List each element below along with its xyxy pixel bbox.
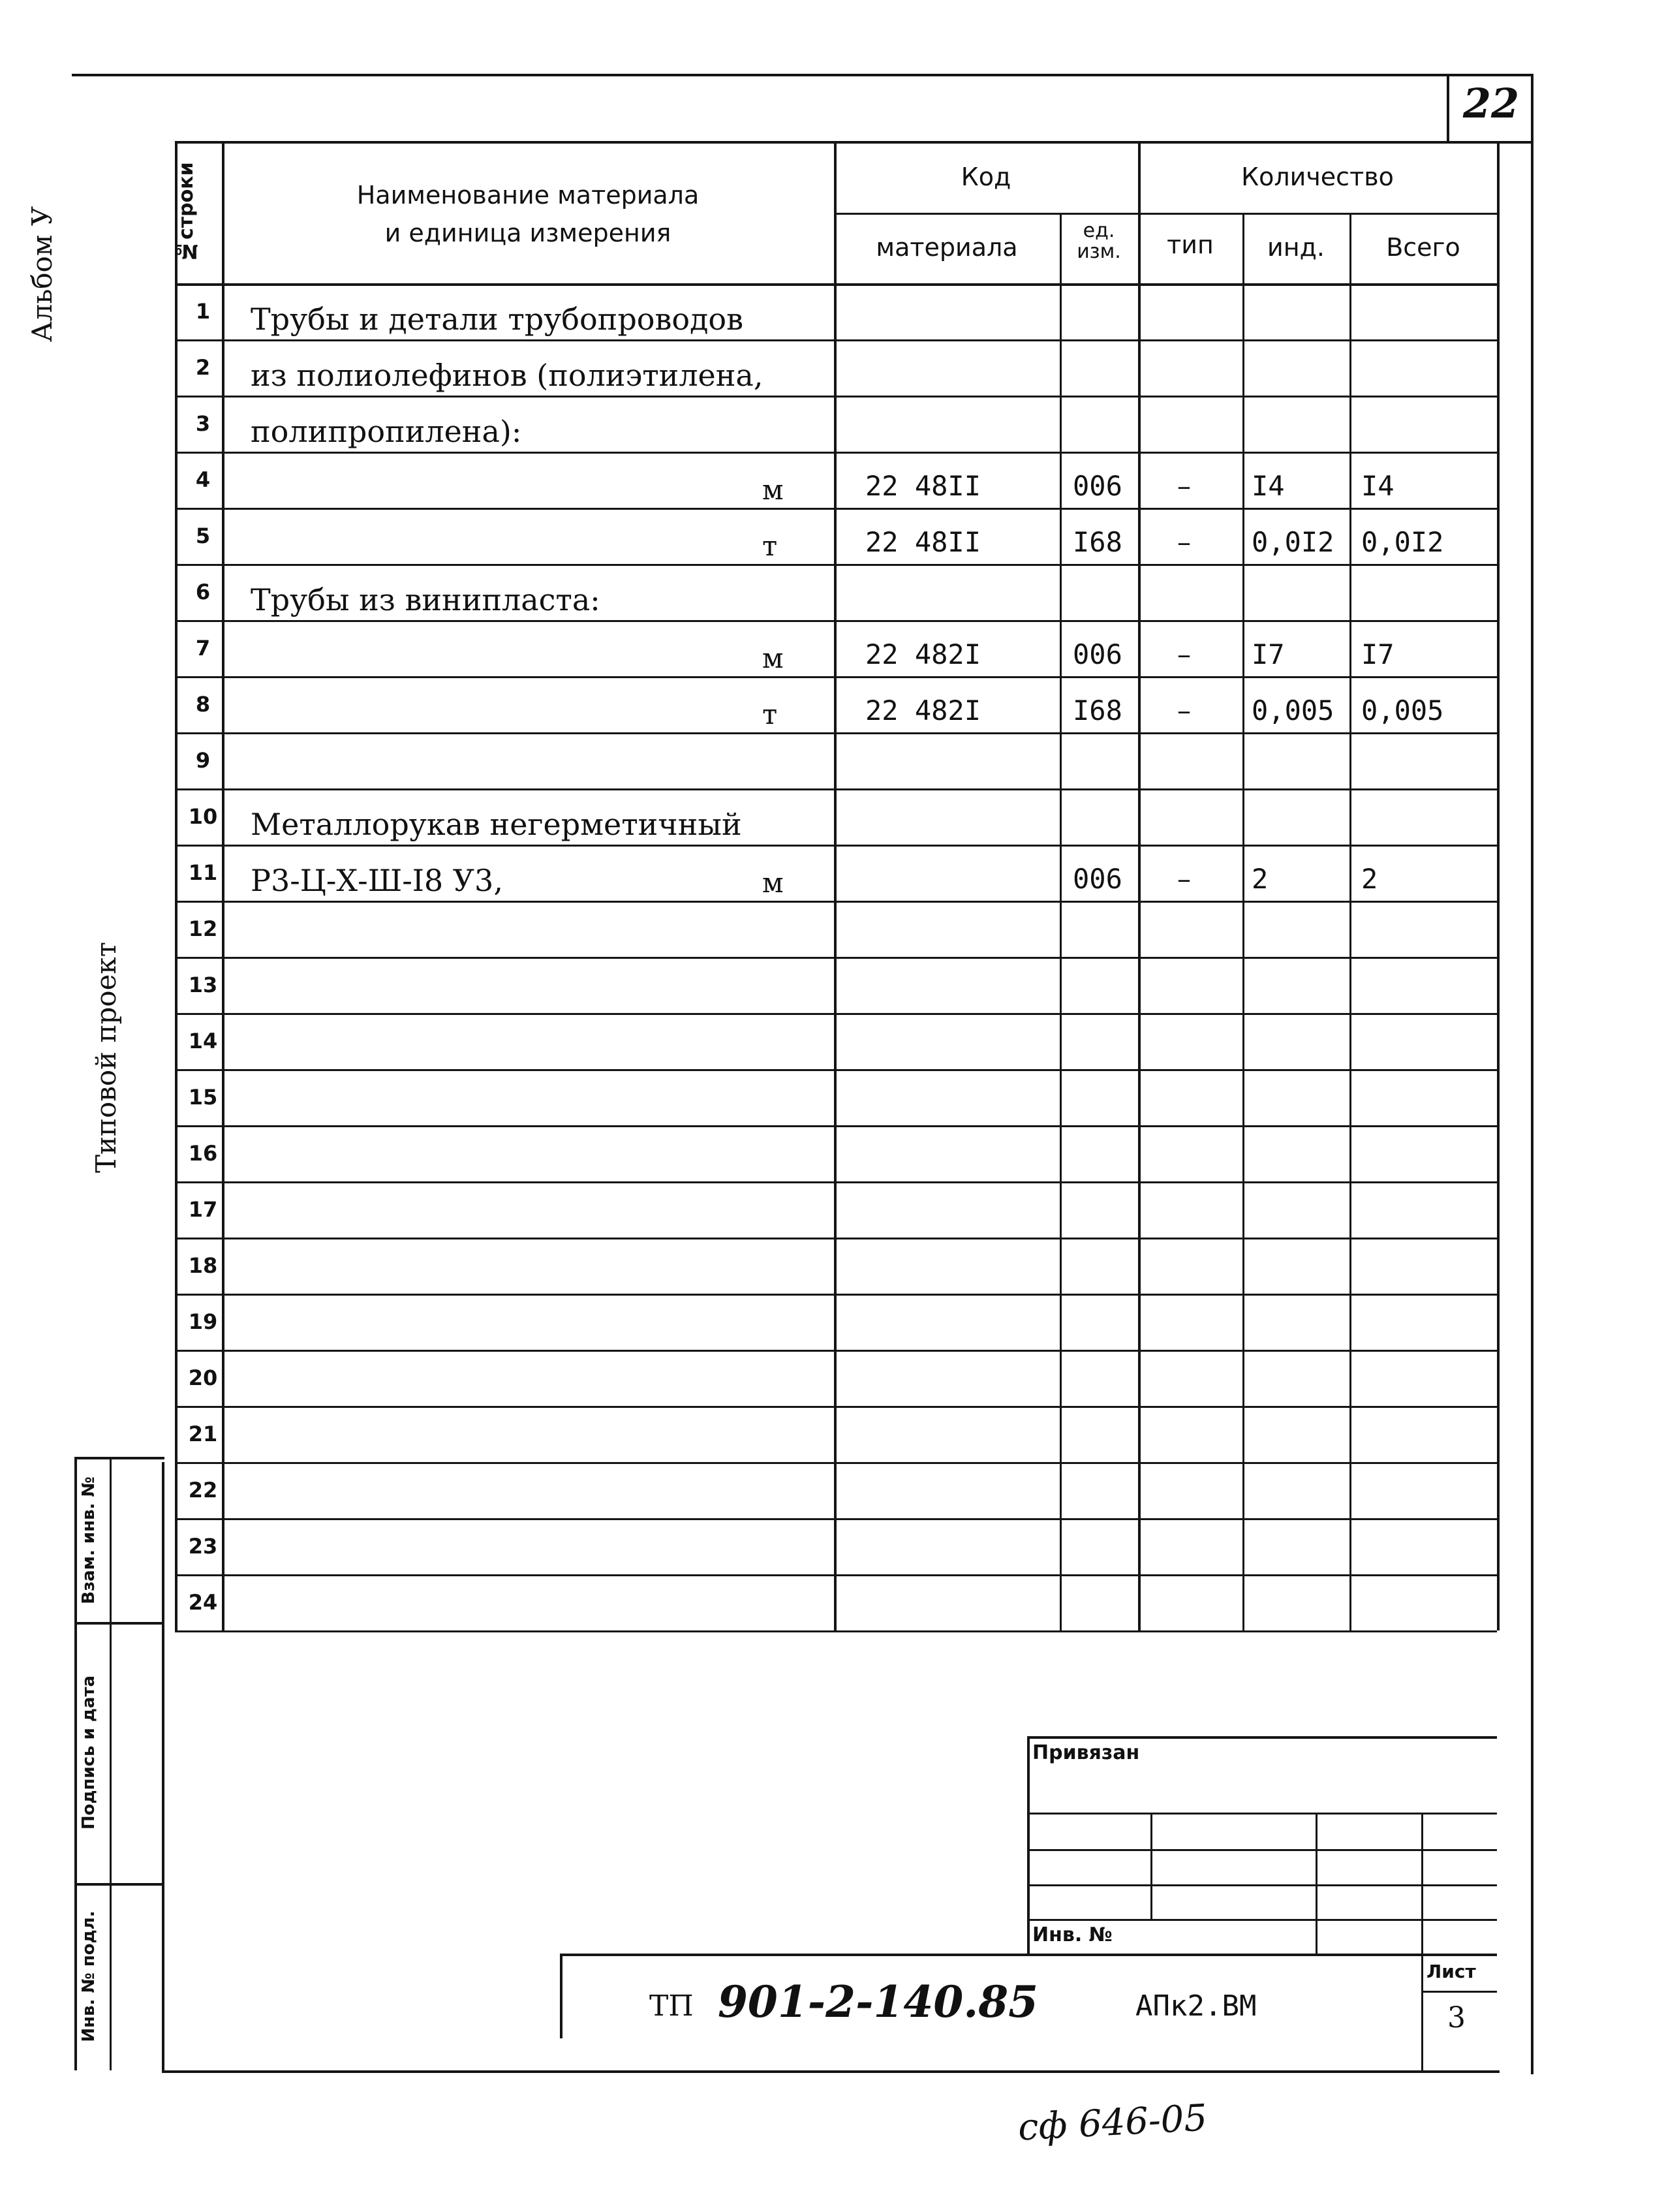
row-qty-total: 0,0I2 bbox=[1361, 526, 1444, 558]
header-qty-ind: инд. bbox=[1267, 233, 1325, 262]
row-line-14 bbox=[175, 1069, 1497, 1071]
row-number: 4 bbox=[195, 467, 211, 492]
row-line-20 bbox=[175, 1406, 1497, 1408]
album-label: Альбом У bbox=[26, 206, 58, 343]
row-line-5 bbox=[175, 564, 1497, 566]
stamp-column-left-line bbox=[74, 1457, 77, 2070]
table-right-border bbox=[1497, 141, 1500, 1630]
row-qty-total: 0,005 bbox=[1361, 694, 1444, 726]
row-number: 23 bbox=[188, 1534, 218, 1559]
row-number: 6 bbox=[195, 580, 211, 604]
stamp-sign-date: Подпись и дата bbox=[79, 1675, 99, 1830]
sub-top-border-line bbox=[175, 141, 1533, 144]
row-qty-type: – bbox=[1177, 470, 1191, 502]
row-line-24 bbox=[175, 1630, 1497, 1632]
row-number: 3 bbox=[195, 411, 211, 436]
header-qty-total: Всего bbox=[1386, 233, 1460, 262]
row-line-1 bbox=[175, 339, 1497, 341]
row-qty-type: – bbox=[1177, 694, 1191, 726]
row-number: 18 bbox=[188, 1253, 218, 1278]
row-name: Трубы и детали трубопроводов bbox=[251, 302, 743, 337]
row-unit-code: 006 bbox=[1073, 638, 1122, 670]
left-frame-line bbox=[162, 1462, 164, 2072]
row-unit: м bbox=[762, 474, 784, 506]
row-qty-type: – bbox=[1177, 526, 1191, 558]
tp-number: 901-2-140.85 bbox=[718, 1976, 1039, 2027]
stamp-inv-podl: Инв. № подл. bbox=[79, 1910, 99, 2042]
row-line-6 bbox=[175, 620, 1497, 622]
row-unit-code: 006 bbox=[1073, 470, 1122, 502]
top-sheet-number: 22 bbox=[1462, 80, 1520, 127]
row-line-2 bbox=[175, 396, 1497, 397]
row-qty-total: I4 bbox=[1361, 470, 1394, 502]
inv-no-label: Инв. № bbox=[1032, 1924, 1113, 1946]
stamp-row-1 bbox=[1027, 1813, 1497, 1815]
sheet-label: Лист bbox=[1426, 1961, 1476, 1982]
row-number: 7 bbox=[195, 636, 211, 661]
row-name: Р3-Ц-Х-Ш-I8 У3, bbox=[251, 863, 503, 898]
sheet-value: 3 bbox=[1447, 2001, 1466, 2034]
row-unit-code: I68 bbox=[1073, 694, 1122, 726]
row-unit: м bbox=[762, 867, 784, 899]
row-qty-total: 2 bbox=[1361, 863, 1378, 895]
row-name: полипропилена): bbox=[251, 414, 522, 449]
header-qty: Количество bbox=[1241, 163, 1394, 191]
project-label: Типовой проект bbox=[90, 941, 122, 1174]
row-material-code: 22 482I bbox=[865, 638, 981, 670]
row-line-21 bbox=[175, 1462, 1497, 1464]
row-line-9 bbox=[175, 788, 1497, 790]
row-unit: т bbox=[762, 530, 778, 562]
header-mid-line bbox=[834, 213, 1497, 215]
row-line-16 bbox=[175, 1181, 1497, 1183]
header-bottom-line bbox=[175, 283, 1497, 286]
stamp-row-3 bbox=[1027, 1884, 1497, 1886]
row-line-7 bbox=[175, 676, 1497, 678]
row-qty-type: – bbox=[1177, 863, 1191, 895]
header-name-line2: и единица измерения bbox=[384, 219, 671, 247]
row-qty-type: – bbox=[1177, 638, 1191, 670]
row-line-15 bbox=[175, 1125, 1497, 1127]
stamp-divider-1 bbox=[74, 1622, 164, 1625]
row-qty-total: I7 bbox=[1361, 638, 1394, 670]
row-line-3 bbox=[175, 452, 1497, 454]
stamp-row-4 bbox=[1027, 1919, 1497, 1921]
header-code-unit: ед. изм. bbox=[1077, 219, 1121, 263]
stamp-col-2 bbox=[1316, 1813, 1317, 1954]
bottom-frame-line bbox=[162, 2070, 1500, 2073]
header-name-line1: Наименование материала bbox=[356, 181, 700, 210]
row-number: 11 bbox=[188, 860, 218, 885]
row-name: Трубы из винипласта: bbox=[251, 582, 600, 617]
title-block-top bbox=[561, 1954, 1497, 1956]
row-number: 13 bbox=[188, 973, 218, 997]
row-name: из полиолефинов (полиэтилена, bbox=[251, 358, 763, 393]
row-qty-ind: 2 bbox=[1252, 863, 1269, 895]
row-unit-code: 006 bbox=[1073, 863, 1122, 895]
tp-prefix: ТП bbox=[649, 1989, 694, 2023]
row-line-11 bbox=[175, 901, 1497, 903]
right-outer-border bbox=[1531, 74, 1533, 2074]
row-number: 15 bbox=[188, 1085, 218, 1110]
row-line-8 bbox=[175, 732, 1497, 734]
row-unit: т bbox=[762, 698, 778, 730]
row-unit-code: I68 bbox=[1073, 526, 1122, 558]
row-number: 14 bbox=[188, 1029, 218, 1053]
row-line-17 bbox=[175, 1238, 1497, 1239]
row-material-code: 22 482I bbox=[865, 694, 981, 726]
row-line-12 bbox=[175, 957, 1497, 959]
row-number: 24 bbox=[188, 1590, 218, 1615]
footer-note: сф 646-05 bbox=[1017, 2096, 1209, 2149]
col-line-code bbox=[1060, 213, 1062, 1630]
row-number: 8 bbox=[195, 692, 211, 717]
row-unit: м bbox=[762, 642, 784, 674]
row-number: 9 bbox=[195, 748, 211, 773]
row-number: 20 bbox=[188, 1365, 218, 1390]
row-number: 10 bbox=[188, 804, 218, 829]
row-qty-ind: I4 bbox=[1252, 470, 1285, 502]
row-number: 5 bbox=[195, 523, 211, 548]
stamp-row-2 bbox=[1027, 1849, 1497, 1851]
doc-code: АПк2.ВМ bbox=[1135, 1989, 1257, 2023]
row-number: 22 bbox=[188, 1478, 218, 1503]
stamp-col-3 bbox=[1421, 1813, 1423, 2070]
row-qty-ind: I7 bbox=[1252, 638, 1285, 670]
row-line-10 bbox=[175, 845, 1497, 847]
row-number: 12 bbox=[188, 916, 218, 941]
col-line-ind bbox=[1349, 213, 1351, 1630]
row-name: Металлорукав негерметичный bbox=[251, 807, 742, 842]
col-line-type bbox=[1242, 213, 1244, 1630]
header-code: Код bbox=[961, 163, 1011, 191]
row-number: 2 bbox=[195, 355, 211, 380]
header-code-material: материала bbox=[876, 233, 1018, 262]
stamp-col-1 bbox=[1150, 1813, 1152, 1919]
row-material-code: 22 48II bbox=[865, 526, 981, 558]
privyazan-label: Привязан bbox=[1032, 1741, 1140, 1764]
stamp-block-left bbox=[1027, 1736, 1030, 1955]
row-material-code: 22 48II bbox=[865, 470, 981, 502]
row-line-23 bbox=[175, 1574, 1497, 1576]
row-line-18 bbox=[175, 1294, 1497, 1296]
stamp-block-top bbox=[1027, 1736, 1497, 1739]
header-row-number: №строки bbox=[175, 162, 198, 262]
sheet-box-top bbox=[1421, 1991, 1497, 1993]
row-line-4 bbox=[175, 508, 1497, 510]
row-number: 19 bbox=[188, 1309, 218, 1334]
stamp-vzam-inv: Взам. инв. № bbox=[79, 1476, 99, 1604]
top-border-line bbox=[72, 74, 1533, 76]
row-qty-ind: 0,0I2 bbox=[1252, 526, 1334, 558]
row-number: 17 bbox=[188, 1197, 218, 1222]
title-block-left bbox=[560, 1954, 562, 2038]
row-number: 1 bbox=[195, 299, 211, 324]
row-line-19 bbox=[175, 1350, 1497, 1352]
header-qty-type: тип bbox=[1167, 230, 1214, 259]
row-number: 16 bbox=[188, 1141, 218, 1166]
stamp-column-mid-line bbox=[110, 1457, 112, 2070]
row-qty-ind: 0,005 bbox=[1252, 694, 1334, 726]
row-line-13 bbox=[175, 1013, 1497, 1015]
row-line-22 bbox=[175, 1518, 1497, 1520]
row-number: 21 bbox=[188, 1422, 218, 1446]
